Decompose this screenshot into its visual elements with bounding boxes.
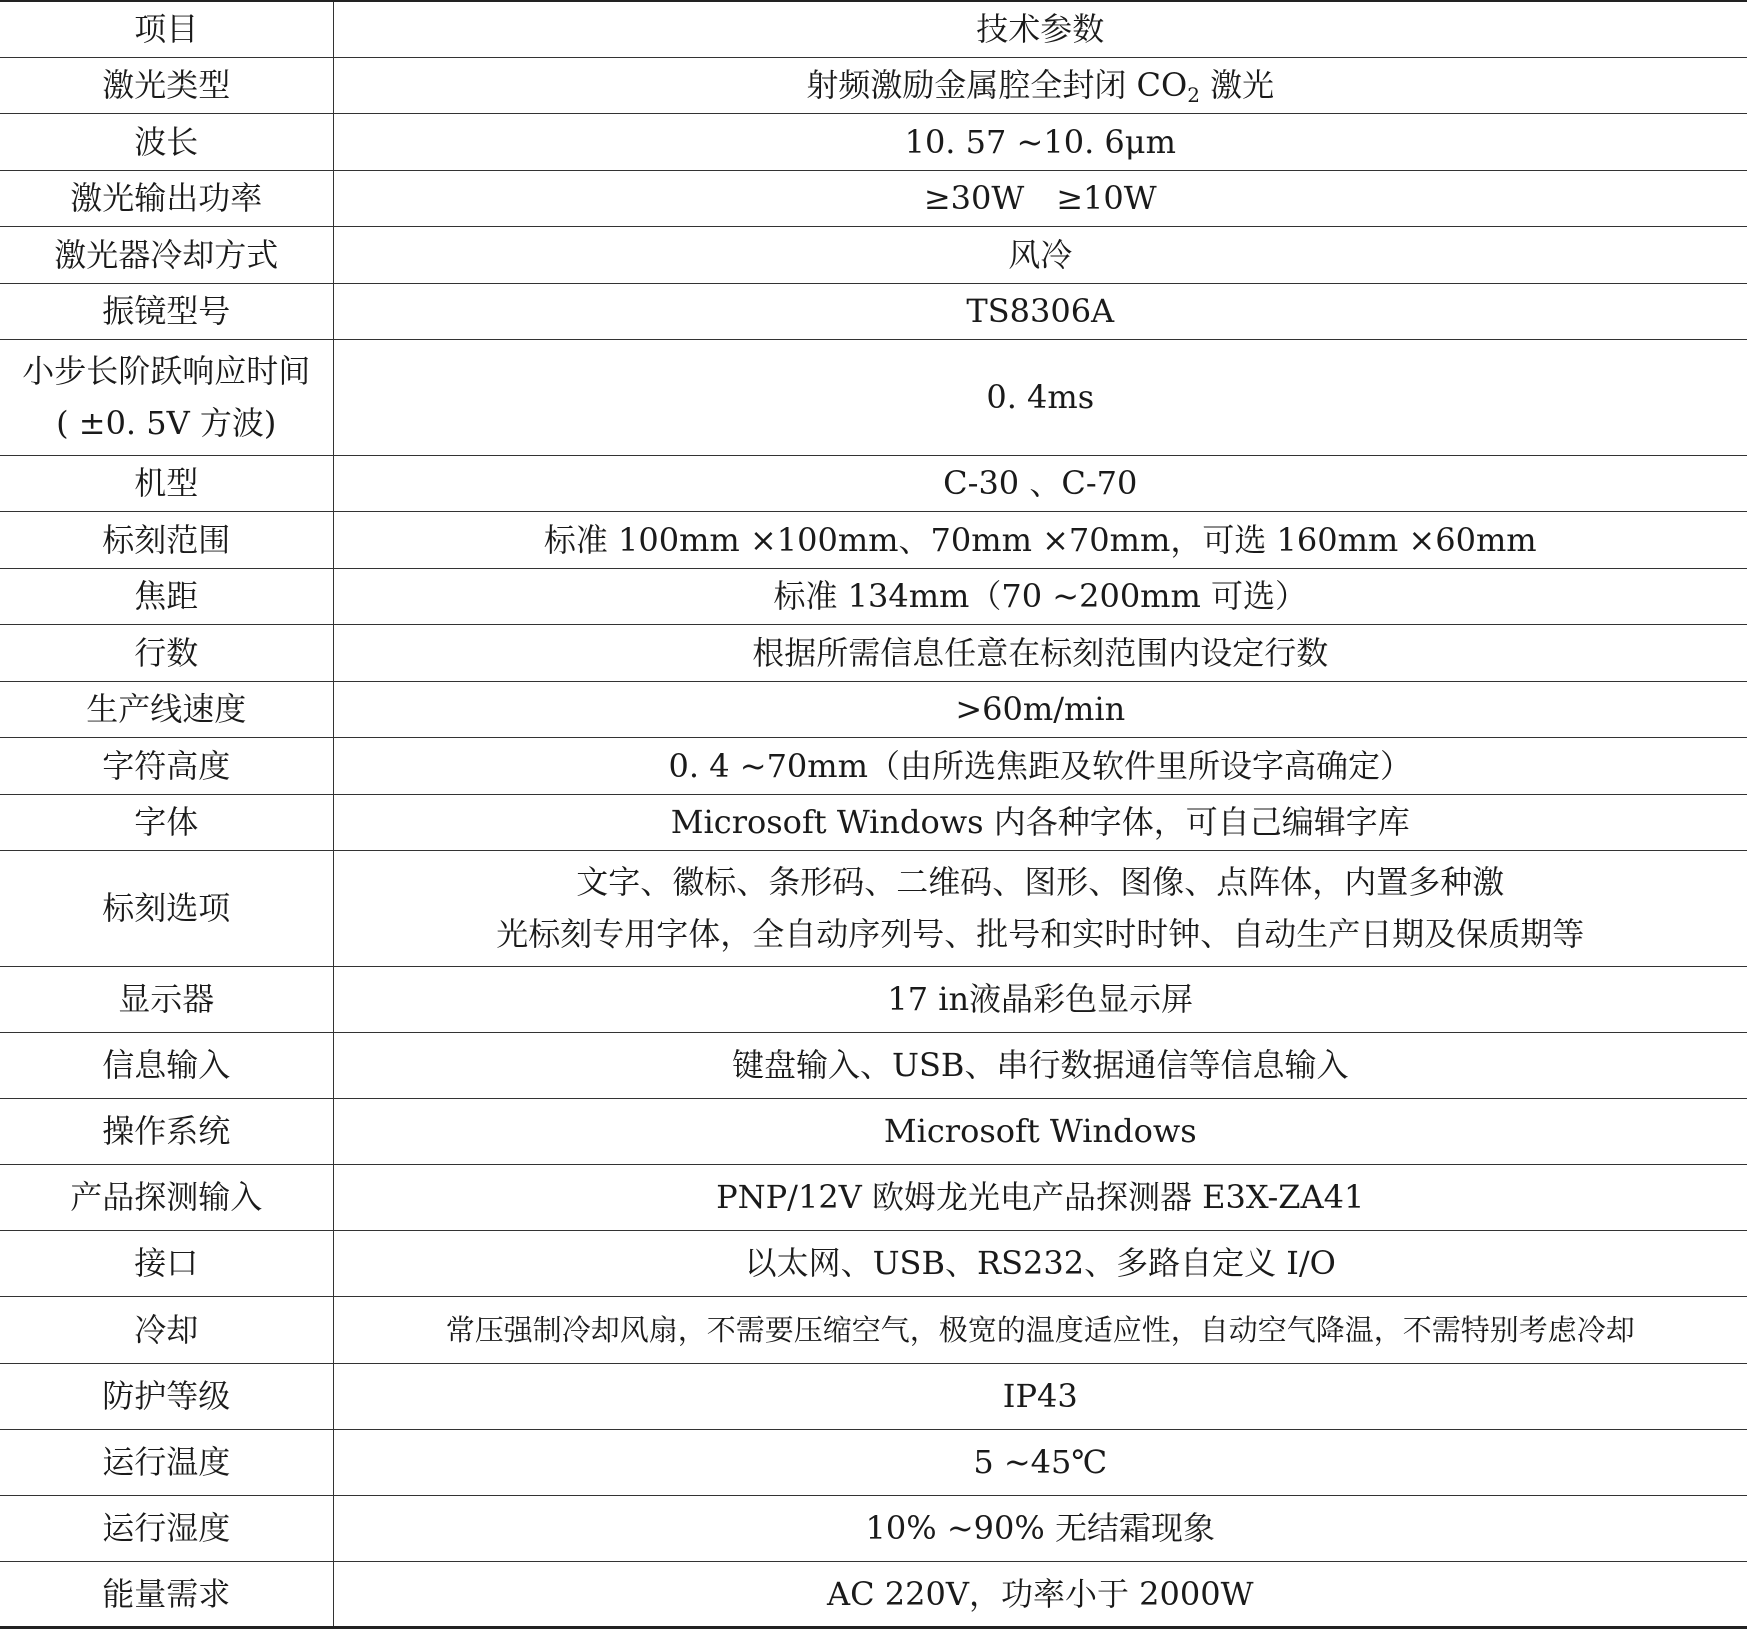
table-row xyxy=(0,681,1747,737)
row-label: 操作系统 xyxy=(0,1098,333,1164)
row-label: 字符高度 xyxy=(0,737,333,794)
row-label: 显示器 xyxy=(0,966,333,1032)
row-label: 接口 xyxy=(0,1230,333,1296)
row-label: 焦距 xyxy=(0,568,333,624)
row-value: C-30 、C-70 xyxy=(333,455,1747,511)
row-label: 机型 xyxy=(0,455,333,511)
row-label: 产品探测输入 xyxy=(0,1164,333,1230)
table-row xyxy=(0,1296,1747,1363)
table-row xyxy=(0,226,1747,283)
row-value: PNP/12V 欧姆龙光电产品探测器 E3X-ZA41 xyxy=(333,1164,1747,1230)
row-value: 键盘输入、USB、串行数据通信等信息输入 xyxy=(333,1032,1747,1098)
row-label: 振镜型号 xyxy=(0,283,333,339)
row-label: 字体 xyxy=(0,794,333,850)
table-row xyxy=(0,511,1747,568)
row-value-text-suffix: 激光 xyxy=(1199,66,1275,104)
table-row xyxy=(0,1429,1747,1495)
row-label-line: ( ±0. 5V 方波) xyxy=(56,404,277,442)
table-row xyxy=(0,1032,1747,1098)
row-label: 波长 xyxy=(0,113,333,170)
row-label: 能量需求 xyxy=(0,1561,333,1627)
row-label-line: 小步长阶跃响应时间 xyxy=(22,352,311,390)
table-row xyxy=(0,455,1747,511)
row-value: IP43 xyxy=(333,1363,1747,1429)
row-label: 冷却 xyxy=(0,1296,333,1363)
row-value: AC 220V，功率小于 2000W xyxy=(333,1561,1747,1627)
table-row xyxy=(0,794,1747,850)
row-value: 标准 134mm（70 ~200mm 可选） xyxy=(333,568,1747,624)
row-label: 信息输入 xyxy=(0,1032,333,1098)
row-value: 10. 57 ~10. 6μm xyxy=(333,113,1747,170)
header-row xyxy=(0,1,1747,57)
row-label: 激光器冷却方式 xyxy=(0,226,333,283)
row-label: 防护等级 xyxy=(0,1363,333,1429)
row-value: 标准 100mm ×100mm、70mm ×70mm，可选 160mm ×60mm xyxy=(333,511,1747,568)
row-value: Microsoft Windows xyxy=(333,1098,1747,1164)
row-value-line: 光标刻专用字体，全自动序列号、批号和实时时钟、自动生产日期及保质期等 xyxy=(496,915,1585,953)
table-row xyxy=(0,1230,1747,1296)
row-label: 标刻范围 xyxy=(0,511,333,568)
row-value: 5 ~45℃ xyxy=(333,1429,1747,1495)
row-value-text: 射频激励金属腔全封闭 CO xyxy=(806,66,1188,104)
table-row xyxy=(0,1561,1747,1627)
table-row xyxy=(0,966,1747,1032)
row-label: 运行温度 xyxy=(0,1429,333,1495)
row-label: 生产线速度 xyxy=(0,681,333,737)
row-value: 常压强制冷却风扇，不需要压缩空气，极宽的温度适应性，自动空气降温，不需特别考虑冷却 xyxy=(333,1296,1747,1363)
row-label: 激光类型 xyxy=(0,57,333,113)
table-row xyxy=(0,737,1747,794)
row-label: 运行湿度 xyxy=(0,1495,333,1561)
row-value xyxy=(333,57,1747,113)
row-label: 行数 xyxy=(0,624,333,681)
table-row xyxy=(0,1164,1747,1230)
row-value: 根据所需信息任意在标刻范围内设定行数 xyxy=(333,624,1747,681)
row-value: ≥30W ≥10W xyxy=(333,170,1747,226)
table-row xyxy=(0,57,1747,113)
header-item: 项目 xyxy=(0,1,333,57)
table-row xyxy=(0,1495,1747,1561)
table-row xyxy=(0,1363,1747,1429)
row-label xyxy=(0,339,333,455)
row-value: 17 in液晶彩色显示屏 xyxy=(333,966,1747,1032)
table-row xyxy=(0,283,1747,339)
header-param: 技术参数 xyxy=(333,1,1747,57)
row-value: 10% ~90% 无结霜现象 xyxy=(333,1495,1747,1561)
table-row xyxy=(0,850,1747,966)
row-value: >60m/min xyxy=(333,681,1747,737)
row-value: Microsoft Windows 内各种字体，可自己编辑字库 xyxy=(333,794,1747,850)
row-value: 风冷 xyxy=(333,226,1747,283)
row-value: 以太网、USB、RS232、多路自定义 I/O xyxy=(333,1230,1747,1296)
table-row xyxy=(0,339,1747,455)
row-value: 0. 4ms xyxy=(333,339,1747,455)
row-value-subscript: 2 xyxy=(1187,83,1200,107)
table-row xyxy=(0,624,1747,681)
row-value-line: 文字、徽标、条形码、二维码、图形、图像、点阵体，内置多种激 xyxy=(576,863,1505,901)
row-label: 标刻选项 xyxy=(0,850,333,966)
table-row xyxy=(0,1098,1747,1164)
row-value: TS8306A xyxy=(333,283,1747,339)
row-value: 0. 4 ~70mm（由所选焦距及软件里所设字高确定） xyxy=(333,737,1747,794)
row-label: 激光输出功率 xyxy=(0,170,333,226)
table-row xyxy=(0,568,1747,624)
table-row xyxy=(0,170,1747,226)
table-row xyxy=(0,113,1747,170)
row-value xyxy=(333,850,1747,966)
